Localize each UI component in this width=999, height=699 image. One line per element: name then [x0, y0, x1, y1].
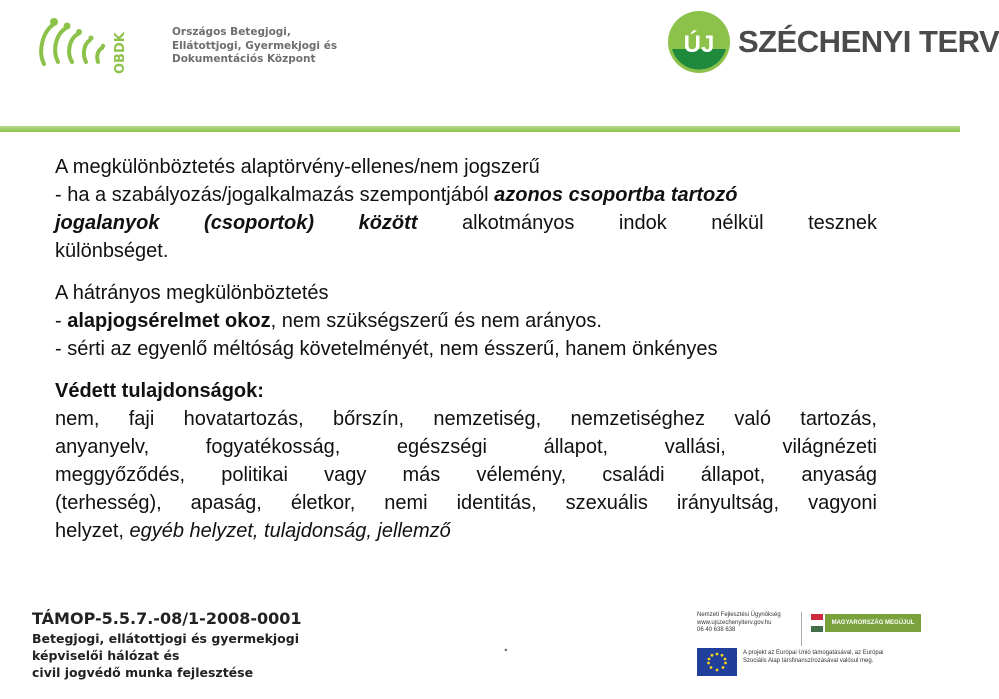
p3-line1: nem, faji hovatartozás, bőrszín, nemzetiség, nemzetiséghez való tartozás,	[55, 408, 877, 430]
obdk-emblem-icon	[36, 12, 136, 80]
header-divider	[0, 126, 960, 132]
obdk-line: Ellátottjogi, Gyermekjogi és	[172, 39, 338, 52]
divider	[801, 612, 802, 646]
p1-line4: különbséget.	[55, 240, 169, 262]
funding-logos	[683, 606, 923, 690]
project-line: Betegjogi, ellátottjogi és gyermekjogi	[32, 631, 299, 646]
szechenyi-terv-logo	[666, 6, 999, 72]
dot: .	[503, 634, 509, 656]
header	[0, 0, 999, 130]
eu-funding-text	[743, 650, 883, 665]
project-code: TÁMOP-5.5.7.-08/1-2008-0001	[32, 609, 302, 628]
project-line: képviselői hálózat és	[32, 648, 180, 663]
p3-text: helyzet,	[55, 520, 130, 542]
szechenyi-terv-text: SZÉCHENYI TERV	[738, 24, 999, 59]
p1-line3	[55, 209, 877, 237]
nfu-line: www.ujszechenyiterv.gov.hu	[697, 619, 772, 626]
p3-heading: Védett tulajdonságok:	[55, 380, 264, 402]
p2-item2: - sérti az egyenlő méltóság követelményét, nem ésszerű, hanem önkényes	[55, 338, 718, 360]
obdk-logo	[36, 12, 338, 80]
eu-line: Szociális Alap társfinanszírozásával valósul meg.	[743, 657, 874, 664]
p3-line3: meggyőződés, politikai vagy más vélemény, családi állapot, anyaság	[55, 464, 877, 486]
p3-line5	[55, 517, 877, 545]
p1-line2	[55, 181, 877, 209]
obdk-line: Dokumentációs Központ	[172, 53, 316, 65]
obdk-name	[172, 26, 337, 67]
eu-line: A projekt az Európai Unió támogatásával, az Európai	[743, 650, 884, 656]
p3-line2: anyanyelv, fogyatékosság, egészségi állapot, vallási, világnézeti	[55, 436, 877, 458]
nfu-line: 06 40 638 638	[697, 627, 736, 633]
uj-badge-text: ÚJ	[683, 31, 715, 58]
uj-badge-icon	[666, 9, 732, 75]
dash: -	[55, 310, 68, 332]
project-line: civil jogvédő munka fejlesztése	[32, 665, 254, 680]
hungarian-flag-icon	[811, 614, 823, 632]
p3-line4: (terhesség), apaság, életkor, nemi identitás, szexuális irányultság, vagyoni	[55, 492, 877, 514]
p1-emphasis: azonos csoportba tartozó	[494, 184, 738, 206]
obdk-line: Országos Betegjogi,	[172, 26, 291, 38]
p2-emphasis: alapjogsérelmet okoz	[67, 310, 271, 332]
nfu-line: Nemzeti Fejlesztési Ügynökség	[697, 612, 781, 618]
main-content	[55, 153, 877, 545]
p2-title: A hátrányos megkülönböztetés	[55, 282, 329, 304]
project-footer	[32, 608, 302, 681]
p1-emphasis: jogalanyok (csoportok) között	[55, 212, 418, 234]
eu-flag-icon	[697, 648, 737, 676]
p2-item1	[55, 307, 877, 335]
obdk-letters: OBDK	[113, 32, 128, 74]
nfu-info	[697, 612, 781, 635]
p2-text: , nem szükségszerű és nem arányos.	[270, 310, 602, 332]
magyarorszag-megujul-badge: MAGYARORSZÁG MEGÚJUL	[825, 614, 921, 632]
p1-text: alkotmányos indok nélkül tesznek	[417, 212, 878, 234]
p3-emphasis: egyéb helyzet, tulajdonság, jellemző	[129, 520, 451, 542]
p1-text: - ha a szabályozás/jogalkalmazás szempontjából	[55, 184, 495, 206]
p1-line1: A megkülönböztetés alaptörvény-ellenes/nem jogszerű	[55, 156, 540, 178]
